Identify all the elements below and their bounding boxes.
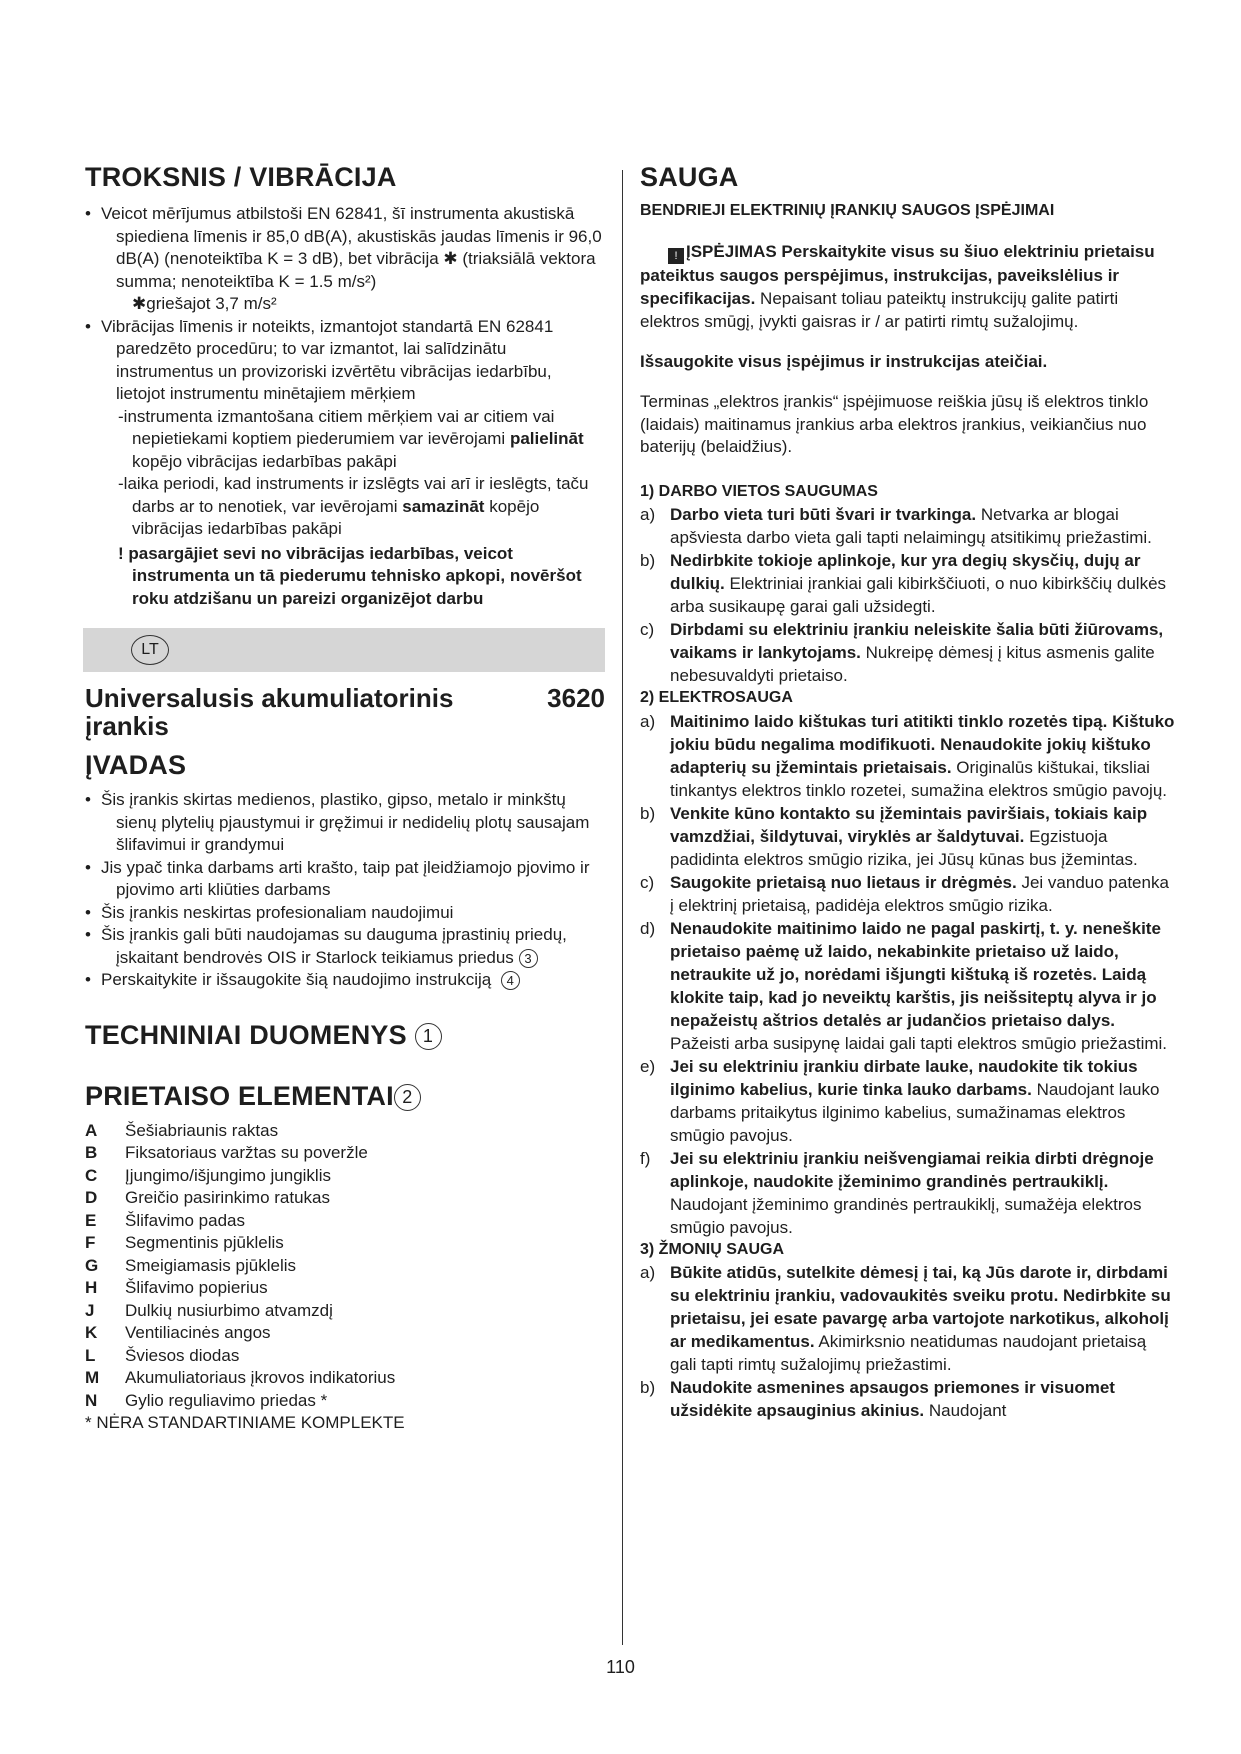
item-explanation: Naudojant įžeminimo grandinės pertraukiklį, sumažėja elektros smūgio pavojus.: [670, 1194, 1142, 1237]
part-label: Akumuliatoriaus įkrovos indikatorius: [125, 1368, 396, 1388]
vibration-list: [85, 203, 605, 293]
figure-ref-3: 3: [519, 949, 538, 968]
section-3-items: [640, 1261, 1175, 1422]
item-rule: Nenaudokite maitinimo laido ne pagal paskirtį, t. y. neneškite prietaiso paėmę už laido, nekabinkite prietaiso už laido, netraukite už jo, norėdami išjungti kištuką iš rozetės. Laidą klokite taip, kad jo neveiktų karštis, jis neišsiteptų alyva ir jo nepažeistų aštrios detalės ar judančios prietaiso dalys.: [670, 918, 1161, 1030]
part-row: [85, 1345, 605, 1368]
part-row: [85, 1322, 605, 1345]
item-rule: Dirbdami su elektriniu įrankiu neleiskite šalia būti žiūrovams, vaikams ir lankytojams.: [670, 620, 1164, 663]
item-rule: Venkite kūno kontakto su įžemintais paviršiais, tokiais kaip vamzdžiai, šildytuvai, viryklės ar šaldytuvai.: [670, 803, 1148, 846]
vibration-cutting-value: ✱griešajot 3,7 m/s²: [132, 294, 277, 314]
part-row: [85, 1120, 605, 1143]
keep-instructions: Išsaugokite visus įspėjimus ir instrukcijas ateičiai.: [640, 351, 1048, 371]
safety-item: [640, 917, 1175, 1055]
item-letter: c): [640, 620, 655, 640]
figure-ref-2: 2: [394, 1084, 421, 1111]
left-column: [85, 162, 605, 1435]
product-title: [85, 684, 605, 740]
intro-bullet-1: • Šis įrankis skirtas medienos, plastiko, gipso, metalo ir minkštų sienų plytelių pjaustymui ir gręžimui ir nedidelių plotų sausajam šlifavimui ir grandymui: [85, 789, 605, 857]
part-row: [85, 1255, 605, 1278]
term-definition: Terminas „elektros įrankis“ įspėjimuose reiškia jūsų iš elektros tinklo (laidais) maitinamus įrankius arba elektros įrankius, veikiančius nuo baterijų (belaidžius).: [640, 392, 1149, 457]
item-explanation: Originalūs kištukai, tiksliai tinkantys elektros tinklo rozetei, sumažina elektros smūgio pavojų.: [670, 757, 1168, 800]
part-label: Smeigiamasis pjūklelis: [125, 1255, 297, 1275]
tech-data-heading: TECHNINIAI DUOMENYS 1: [85, 1020, 605, 1051]
right-column: [640, 162, 1175, 1422]
item-rule: Būkite atidūs, sutelkite dėmesį į tai, ką Jūs darote ir, dirbdami su elektriniu įrankiu, vadovaukitės sveiku protu. Nedirbkite su prietaisu, jei esate pavargę arba vartojote narkotikus, alkoholį ar medikamentus.: [670, 1263, 1171, 1352]
parts-footnote: * NĖRA STANDARTINIAME KOMPLEKTE: [85, 1413, 405, 1433]
safety-subheading: BENDRIEJI ELEKTRINIŲ ĮRANKIŲ SAUGOS ĮSPĖJIMAI: [640, 202, 1055, 220]
item-explanation: Elektriniai įrankiai gali kibirkščiuoti, o nuo kibirkščių dulkės arba susikaupę garai gali užsidegti.: [670, 574, 1167, 617]
safety-item: [640, 1147, 1175, 1239]
item-letter: f): [640, 1148, 651, 1168]
part-row: [85, 1300, 605, 1323]
safety-item: [640, 618, 1175, 687]
safety-item: [640, 1055, 1175, 1147]
part-label: Segmentinis pjūklelis: [125, 1233, 284, 1253]
item-explanation: Akimirksnio neatidumas naudojant prietaisą gali tapti rimtų sužalojimų priežastimi.: [670, 1332, 1147, 1375]
part-row: [85, 1165, 605, 1188]
part-key: H: [85, 1278, 98, 1298]
safety-item: [640, 549, 1175, 618]
item-letter: c): [640, 872, 655, 892]
item-explanation: Nukreipę dėmesį į kitus asmenis galite nebesuvaldyti prietaiso.: [670, 643, 1155, 686]
part-row: [85, 1390, 605, 1413]
vibration-bullet-1: • Veicot mērījumus atbilstoši EN 62841, šī instrumenta akustiskā spiediena līmenis ir 85,0 dB(A), akustiskās jaudas līmenis ir 96,0 dB(A) (nenoteiktība K = 3 dB), bet vibrācija ✱ (triaksiālā vektora summa; nenoteiktība K = 1.5 m/s²): [85, 203, 605, 293]
part-key: F: [85, 1233, 96, 1253]
intro-bullet-5: • Perskaitykite ir išsaugokite šią naudojimo instrukciją 4: [85, 969, 605, 992]
safety-item: [640, 1261, 1175, 1376]
item-explanation: Pažeisti arba susipynę laidai gali tapti elektros smūgio priežastimi.: [670, 1033, 1168, 1053]
part-key: E: [85, 1210, 97, 1230]
part-label: Įjungimo/išjungimo jungiklis: [125, 1165, 331, 1185]
part-label: Šešiabriaunis raktas: [125, 1120, 279, 1140]
item-letter: b): [640, 803, 656, 823]
vibration-sub-2: -laika periodi, kad instruments ir izslēgts vai arī ir ieslēgts, taču darbs ar to nenotiek, var ievērojami samazināt kopējo vibrācijas iedarbības pakāpi: [118, 474, 589, 539]
item-rule: Nedirbkite tokioje aplinkoje, kur yra degių skysčių, dujų ar dulkių.: [670, 551, 1141, 594]
item-letter: a): [640, 711, 656, 731]
safety-heading: SAUGA: [640, 162, 739, 192]
vibration-sub-1: -instrumenta izmantošana citiem mērķiem vai ar citiem vai nepietiekami koptiem piederumiem var ievērojami palielināt kopējo vibrācijas iedarbības pakāpi: [118, 406, 584, 471]
part-key: G: [85, 1255, 99, 1275]
parts-list: [85, 1120, 605, 1413]
intro-bullet-2: • Jis ypač tinka darbams arti krašto, taip pat įleidžiamojo pjovimo ir pjovimo arti kliūties darbams: [85, 857, 605, 902]
item-rule: Saugokite prietaisą nuo lietaus ir drėgmės.: [670, 872, 1017, 892]
part-key: C: [85, 1165, 98, 1185]
page-number: 110: [606, 1657, 635, 1677]
part-label: Gylio reguliavimo priedas *: [125, 1390, 328, 1410]
part-label: Fiksatoriaus varžtas su poveržle: [125, 1143, 368, 1163]
warning-triangle-icon: !: [668, 248, 684, 264]
item-letter: a): [640, 1263, 656, 1283]
figure-ref-4: 4: [501, 971, 520, 990]
part-key: L: [85, 1345, 96, 1365]
vibration-heading: TROKSNIS / VIBRĀCIJA: [85, 162, 397, 192]
part-key: K: [85, 1323, 98, 1343]
safety-item: [640, 1376, 1175, 1422]
vibration-warning: ! pasargājiet sevi no vibrācijas iedarbības, veicot instrumenta un tā piederumu tehnisko apkopi, novēršot roku atdzišanu un pareizi organizējot darbu: [118, 543, 582, 608]
column-divider: [622, 170, 623, 1645]
part-key: N: [85, 1390, 98, 1410]
item-rule: Jei su elektriniu įrankiu neišvengiamai reikia dirbti drėgnoje aplinkoje, naudokite įžeminimo grandinės pertraukiklį.: [670, 1148, 1154, 1191]
part-key: A: [85, 1120, 98, 1140]
product-name: Universalusis akumuliatorinis įrankis: [85, 683, 454, 742]
item-letter: d): [640, 918, 656, 938]
section-2-heading: 2) ELEKTROSAUGA: [640, 689, 793, 707]
figure-ref-1: 1: [415, 1023, 442, 1050]
part-label: Greičio pasirinkimo ratukas: [125, 1188, 331, 1208]
part-key: D: [85, 1188, 98, 1208]
item-explanation: Netvarka ar blogai apšviesta darbo vieta gali tapti nelaimingų atsitikimų priežastimi.: [670, 505, 1152, 548]
part-row: [85, 1187, 605, 1210]
item-explanation: Naudojant: [928, 1401, 1007, 1421]
item-rule: Naudokite asmenines apsaugos priemones ir visuomet užsidėkite apsauginius akinius.: [670, 1378, 1115, 1421]
item-explanation: Egzistuoja padidinta elektros smūgio rizika, jei Jūsų kūnas bus įžemintas.: [670, 826, 1138, 869]
section-3-heading: 3) ŽMONIŲ SAUGA: [640, 1240, 784, 1258]
vibration-bullet-2: • Vibrācijas līmenis ir noteikts, izmantojot standartā EN 62841 paredzēto procedūru; to var izmantot, lai salīdzinātu instrumentus un provizoriski izvērtētu vibrācijas iedarbību, lietojot instrumentu minētajiem mērķiem: [85, 316, 605, 406]
part-label: Šlifavimo popierius: [125, 1278, 268, 1298]
section-1-items: [640, 503, 1175, 687]
part-label: Šviesos diodas: [125, 1345, 240, 1365]
safety-item: [640, 710, 1175, 802]
section-2-items: [640, 710, 1175, 1239]
intro-heading: ĮVADAS: [85, 750, 187, 781]
safety-item: [640, 802, 1175, 871]
item-letter: a): [640, 505, 656, 525]
item-rule: Maitinimo laido kištukas turi atitikti tinklo rozetės tipą. Kištuko jokiu būdu negalima modifikuoti. Nenaudokite jokių kištuko adapterių su įžemintais prietaisais.: [670, 711, 1175, 777]
part-row: [85, 1232, 605, 1255]
part-key: B: [85, 1143, 98, 1163]
item-rule: Jei su elektriniu įrankiu dirbate lauke, naudokite tik tokius ilginimo kabelius, kurie tinka lauko darbams.: [670, 1056, 1138, 1099]
language-bar: [83, 628, 605, 672]
general-warning: ! ĮSPĖJIMAS Perskaitykite visus su šiuo elektriniu prietaisu pateiktus saugos perspėjimus, instrukcijas, paveikslėlius ir specifikacijas. Nepaisant toliau pateiktų instrukcijų galite patirti elektros smūgį, įvykti gaisras ir / ar patirti rimtų sužalojimų.: [640, 241, 1155, 331]
safety-item: [640, 871, 1175, 917]
part-row: [85, 1277, 605, 1300]
part-row: [85, 1142, 605, 1165]
intro-list: [85, 789, 605, 992]
language-badge: LT: [131, 635, 169, 665]
product-number: 3620: [547, 683, 605, 714]
item-letter: b): [640, 1378, 656, 1398]
item-letter: e): [640, 1056, 656, 1076]
part-label: Ventiliacinės angos: [125, 1323, 271, 1343]
elements-heading: PRIETAISO ELEMENTAI 2: [85, 1081, 605, 1112]
safety-item: [640, 503, 1175, 549]
item-letter: b): [640, 551, 656, 571]
item-rule: Darbo vieta turi būti švari ir tvarkinga.: [670, 505, 977, 525]
part-label: Dulkių nusiurbimo atvamzdį: [125, 1300, 333, 1320]
item-explanation: Naudojant lauko darbams pritaikytus ilginimo kabelius, sumažinamas elektros smūgio pavojus.: [670, 1079, 1160, 1145]
section-1-heading: 1) DARBO VIETOS SAUGUMAS: [640, 482, 878, 500]
vibration-list-2: [85, 316, 605, 406]
part-label: Šlifavimo padas: [125, 1210, 246, 1230]
intro-bullet-4: • Šis įrankis gali būti naudojamas su dauguma įprastinių priedų, įskaitant bendrovės OIS ir Starlock teikiamus priedus 3: [85, 924, 605, 969]
item-explanation: Jei vanduo patenka į elektrinį prietaisą, padidėja elektros smūgio rizika.: [670, 872, 1169, 915]
part-row: [85, 1367, 605, 1390]
intro-bullet-3: • Šis įrankis neskirtas profesionaliam naudojimui: [85, 902, 605, 925]
part-row: [85, 1210, 605, 1233]
part-key: J: [85, 1300, 95, 1320]
part-key: M: [85, 1368, 100, 1388]
